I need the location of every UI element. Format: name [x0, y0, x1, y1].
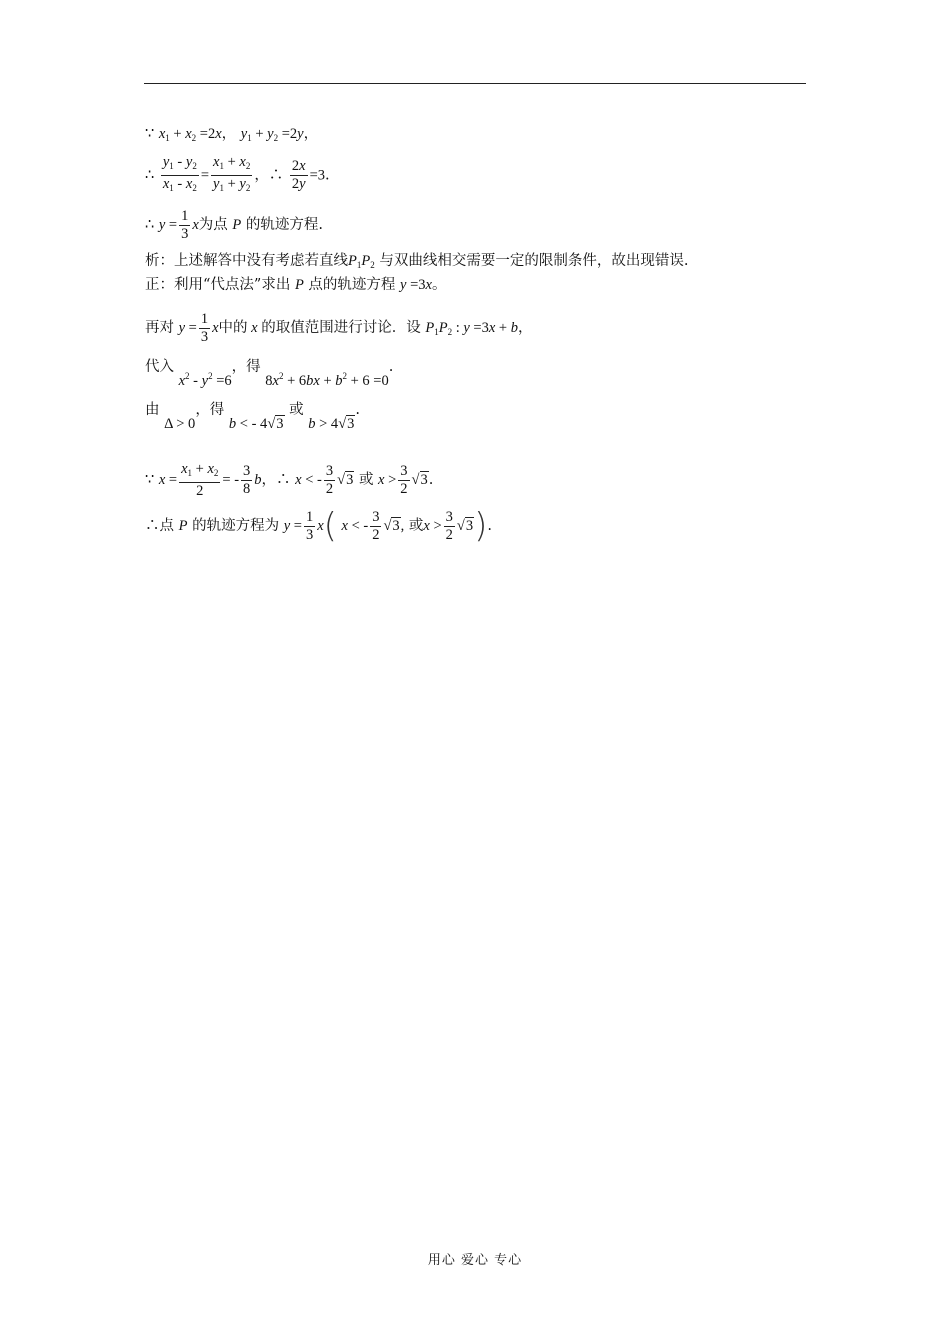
page-footer: 用心 爱心 专心 — [427, 1253, 523, 1268]
line-discriminant: 由 Δ > 0，得 b < - 4√3 或 b > 4√3. — [145, 402, 361, 432]
text: 代入 — [145, 359, 174, 375]
line-analysis: 析：上述解答中没有考虑若直线$P_1P_2$ 与双曲线相交需要一定的限制条件，故出现错误. — [145, 253, 689, 270]
line-result: ∴点 P 的轨迹方程为 y = $\frac{1}{3}$ x( x < - $\frac{3}{2}$ √3, 或x > $\frac{3}{2}$ √3). — [145, 505, 492, 546]
text: 由 — [145, 402, 160, 418]
text: 或 — [408, 517, 424, 534]
therefore-symbol: ∴ — [145, 216, 155, 233]
formula-1: $x_1 + x_2 =2x$ — [158, 126, 222, 143]
line-midpoint: ∵ x = $\frac{x_1 + x_2}{2}$ = - $\frac{3}{8}$ b，∴ x < - $\frac{3}{2}$ √3 或 x > $\frac{3}{2}$ √3. — [145, 461, 434, 499]
line-again: 再对 y = $\frac{1}{3}$ x中的 x 的取值范围进行讨论．设 $P_1P_2$ : y =3x + b， — [145, 311, 533, 345]
text: 的轨迹方程. — [245, 216, 323, 233]
because-symbol: ∵ — [145, 126, 155, 142]
text: 析：上述解答中没有考虑若直线 — [145, 253, 348, 269]
text: 的轨迹方程为 — [192, 517, 280, 534]
line-substitute: 代入 $x^2 - y^2 =6$，得 $8x^2 + 6bx + b^2 + 6 =0$. — [145, 359, 394, 389]
header-rule — [144, 83, 806, 84]
text: 为点 — [198, 216, 228, 233]
fraction-2x-2y: $\frac{2x}{2y}$ — [291, 158, 306, 192]
text: ∴点 — [145, 517, 174, 534]
text: 再对 — [145, 319, 174, 336]
fraction-sum: $\frac{x_1 + x_2}{y_1 + y_2}$ — [213, 154, 251, 193]
formula-y-third-x: y = $\frac{1}{3}$ x — [158, 208, 199, 242]
text: 正：利用“代点法”求出 — [145, 277, 291, 293]
text: ，∴ — [261, 471, 291, 488]
fraction-slope: $\frac{y_1 - y_2}{x_1 - x_2}$ — [162, 154, 197, 193]
line-correct: 正：利用“代点法”求出 P 点的轨迹方程 y =3x。 — [145, 277, 447, 293]
line-1: ∵ $x_1 + x_2 =2x$， $y_1 + y_2 =2y$， — [145, 126, 319, 143]
because-symbol: ∵ — [145, 471, 155, 488]
therefore-text: ，∴ — [254, 167, 284, 184]
line-3: ∴ y = $\frac{1}{3}$ x为点 P 的轨迹方程. — [145, 208, 323, 242]
formula-2: $y_1 + y_2 =2y$ — [240, 126, 304, 143]
text: 点的轨迹方程 — [308, 277, 396, 293]
text: 或 — [289, 402, 304, 418]
text: 的取值范围进行讨论．设 — [261, 319, 421, 336]
text: ，得 — [231, 359, 261, 375]
therefore-symbol: ∴ — [145, 167, 155, 184]
text: 中的 — [218, 319, 248, 336]
text: ，得 — [195, 402, 225, 418]
text: 或 — [358, 471, 374, 488]
line-2: ∴ $\frac{y_1 - y_2}{x_1 - x_2}$ = $\frac{x_1 + x_2}{y_1 + y_2}$ ，∴ $\frac{2x}{2y}$ =3. — [145, 154, 330, 197]
text: 与双曲线相交需要一定的限制条件，故出现错误. — [379, 253, 689, 269]
